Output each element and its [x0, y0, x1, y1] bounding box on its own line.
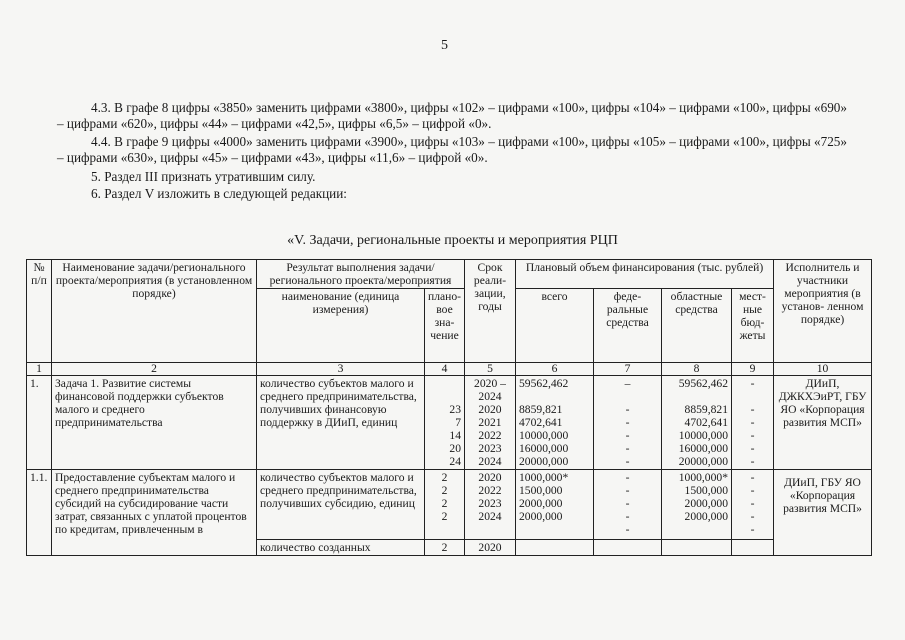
row-federal: – - - - - - [594, 376, 662, 470]
header-executor: Исполнитель и участники мероприятия (в установ- ленном порядке) [774, 260, 872, 363]
header-result: Результат выполнения задачи/регионального проекта/мероприятия [257, 260, 465, 289]
row-total: 1000,000* 1500,000 2000,000 2000,000 [516, 470, 594, 540]
header-row-1 [27, 260, 872, 289]
col-number: 3 [257, 363, 425, 376]
header-term: Срок реали- зации, годы [465, 260, 516, 363]
header-result-plan: плано- вое зна- чение [425, 289, 465, 363]
row-plan-values: 2 2 2 2 [425, 470, 465, 540]
row-year-2: 2020 [465, 540, 516, 556]
page-number: 5 [441, 38, 448, 53]
header-federal: феде- ральные средства [594, 289, 662, 363]
row-result-name: количество субъектов малого и среднего предпринимательства, получивших субсидию, единиц [257, 470, 425, 540]
table-row-task-1 [27, 376, 872, 470]
row-local-2 [732, 540, 774, 556]
row-local: - - - - - [732, 470, 774, 540]
col-number: 5 [465, 363, 516, 376]
section-title: «V. Задачи, региональные проекты и мероприятия РЦП [287, 233, 618, 248]
col-number: 10 [774, 363, 872, 376]
col-number: 7 [594, 363, 662, 376]
row-name: Задача 1. Развитие системы финансовой поддержки субъектов малого и среднего предпринимательства [52, 376, 257, 470]
col-number: 8 [662, 363, 732, 376]
col-number: 4 [425, 363, 465, 376]
row-plan-value-2: 2 [425, 540, 465, 556]
header-total: всего [516, 289, 594, 363]
row-name: Предоставление субъектам малого и среднего предпринимательства субсидий на субсидирование части затрат, связанных с уплатой процентов по кредитам, привлеченным в [52, 470, 257, 556]
header-name: Наименование задачи/регионального проекта/мероприятия (в установленном порядке) [52, 260, 257, 363]
table-row-1-1 [27, 470, 872, 540]
row-result-name-2: количество созданных [257, 540, 425, 556]
program-table [26, 259, 872, 556]
col-number: 2 [52, 363, 257, 376]
row-result-name: количество субъектов малого и среднего предпринимательства, получивших финансовую поддержку в ДИиП, единиц [257, 376, 425, 470]
row-plan-values: 23 7 14 20 24 [425, 376, 465, 470]
header-num: № п/п [27, 260, 52, 363]
header-finance: Плановый объем финансирования (тыс. рублей) [516, 260, 774, 289]
row-total: 59562,462 8859,821 4702,641 10000,000 16000,000 20000,000 [516, 376, 594, 470]
row-regional: 1000,000* 1500,000 2000,000 2000,000 [662, 470, 732, 540]
row-num: 1.1. [27, 470, 52, 556]
row-regional-2 [662, 540, 732, 556]
row-regional: 59562,462 8859,821 4702,641 10000,000 16000,000 20000,000 [662, 376, 732, 470]
row-num: 1. [27, 376, 52, 470]
row-federal-2 [594, 540, 662, 556]
header-local: мест- ные бюд- жеты [732, 289, 774, 363]
row-years: 2020 – 2024 2020 2021 2022 2023 2024 [465, 376, 516, 470]
paragraph-6: 6. Раздел V изложить в следующей редакции: [91, 186, 347, 201]
paragraph-4-4: 4.4. В графе 9 цифры «4000» заменить цифрами «3900», цифры «103» – цифрами «100», цифры «105» – цифрами «100», цифры «725» – цифрами «630», цифры «45» – цифрами «43», цифры «11,6» – цифрой «0». [57, 134, 847, 165]
row-federal: - - - - - [594, 470, 662, 540]
row-total-2 [516, 540, 594, 556]
row-executor: ДИиП, ДЖКХЭиРТ, ГБУ ЯО «Корпорация развития МСП» [774, 376, 872, 470]
paragraph-5: 5. Раздел III признать утратившим силу. [91, 169, 316, 184]
header-regional: областные средства [662, 289, 732, 363]
header-result-name: наименование (единица измерения) [257, 289, 425, 363]
paragraph-4-3: 4.3. В графе 8 цифры «3850» заменить цифрами «3800», цифры «102» – цифрами «100», цифры «104» – цифрами «100», цифры «690» – цифрами «620», цифры «44» – цифрами «42,5», цифры «6,5» – цифрой «0». [57, 100, 847, 131]
row-executor: ДИиП, ГБУ ЯО «Корпорация развития МСП» [774, 470, 872, 556]
row-years: 2020 2022 2023 2024 [465, 470, 516, 540]
col-number: 6 [516, 363, 594, 376]
column-numbers-row [27, 363, 872, 376]
col-number: 9 [732, 363, 774, 376]
col-number: 1 [27, 363, 52, 376]
row-local: - - - - - - [732, 376, 774, 470]
